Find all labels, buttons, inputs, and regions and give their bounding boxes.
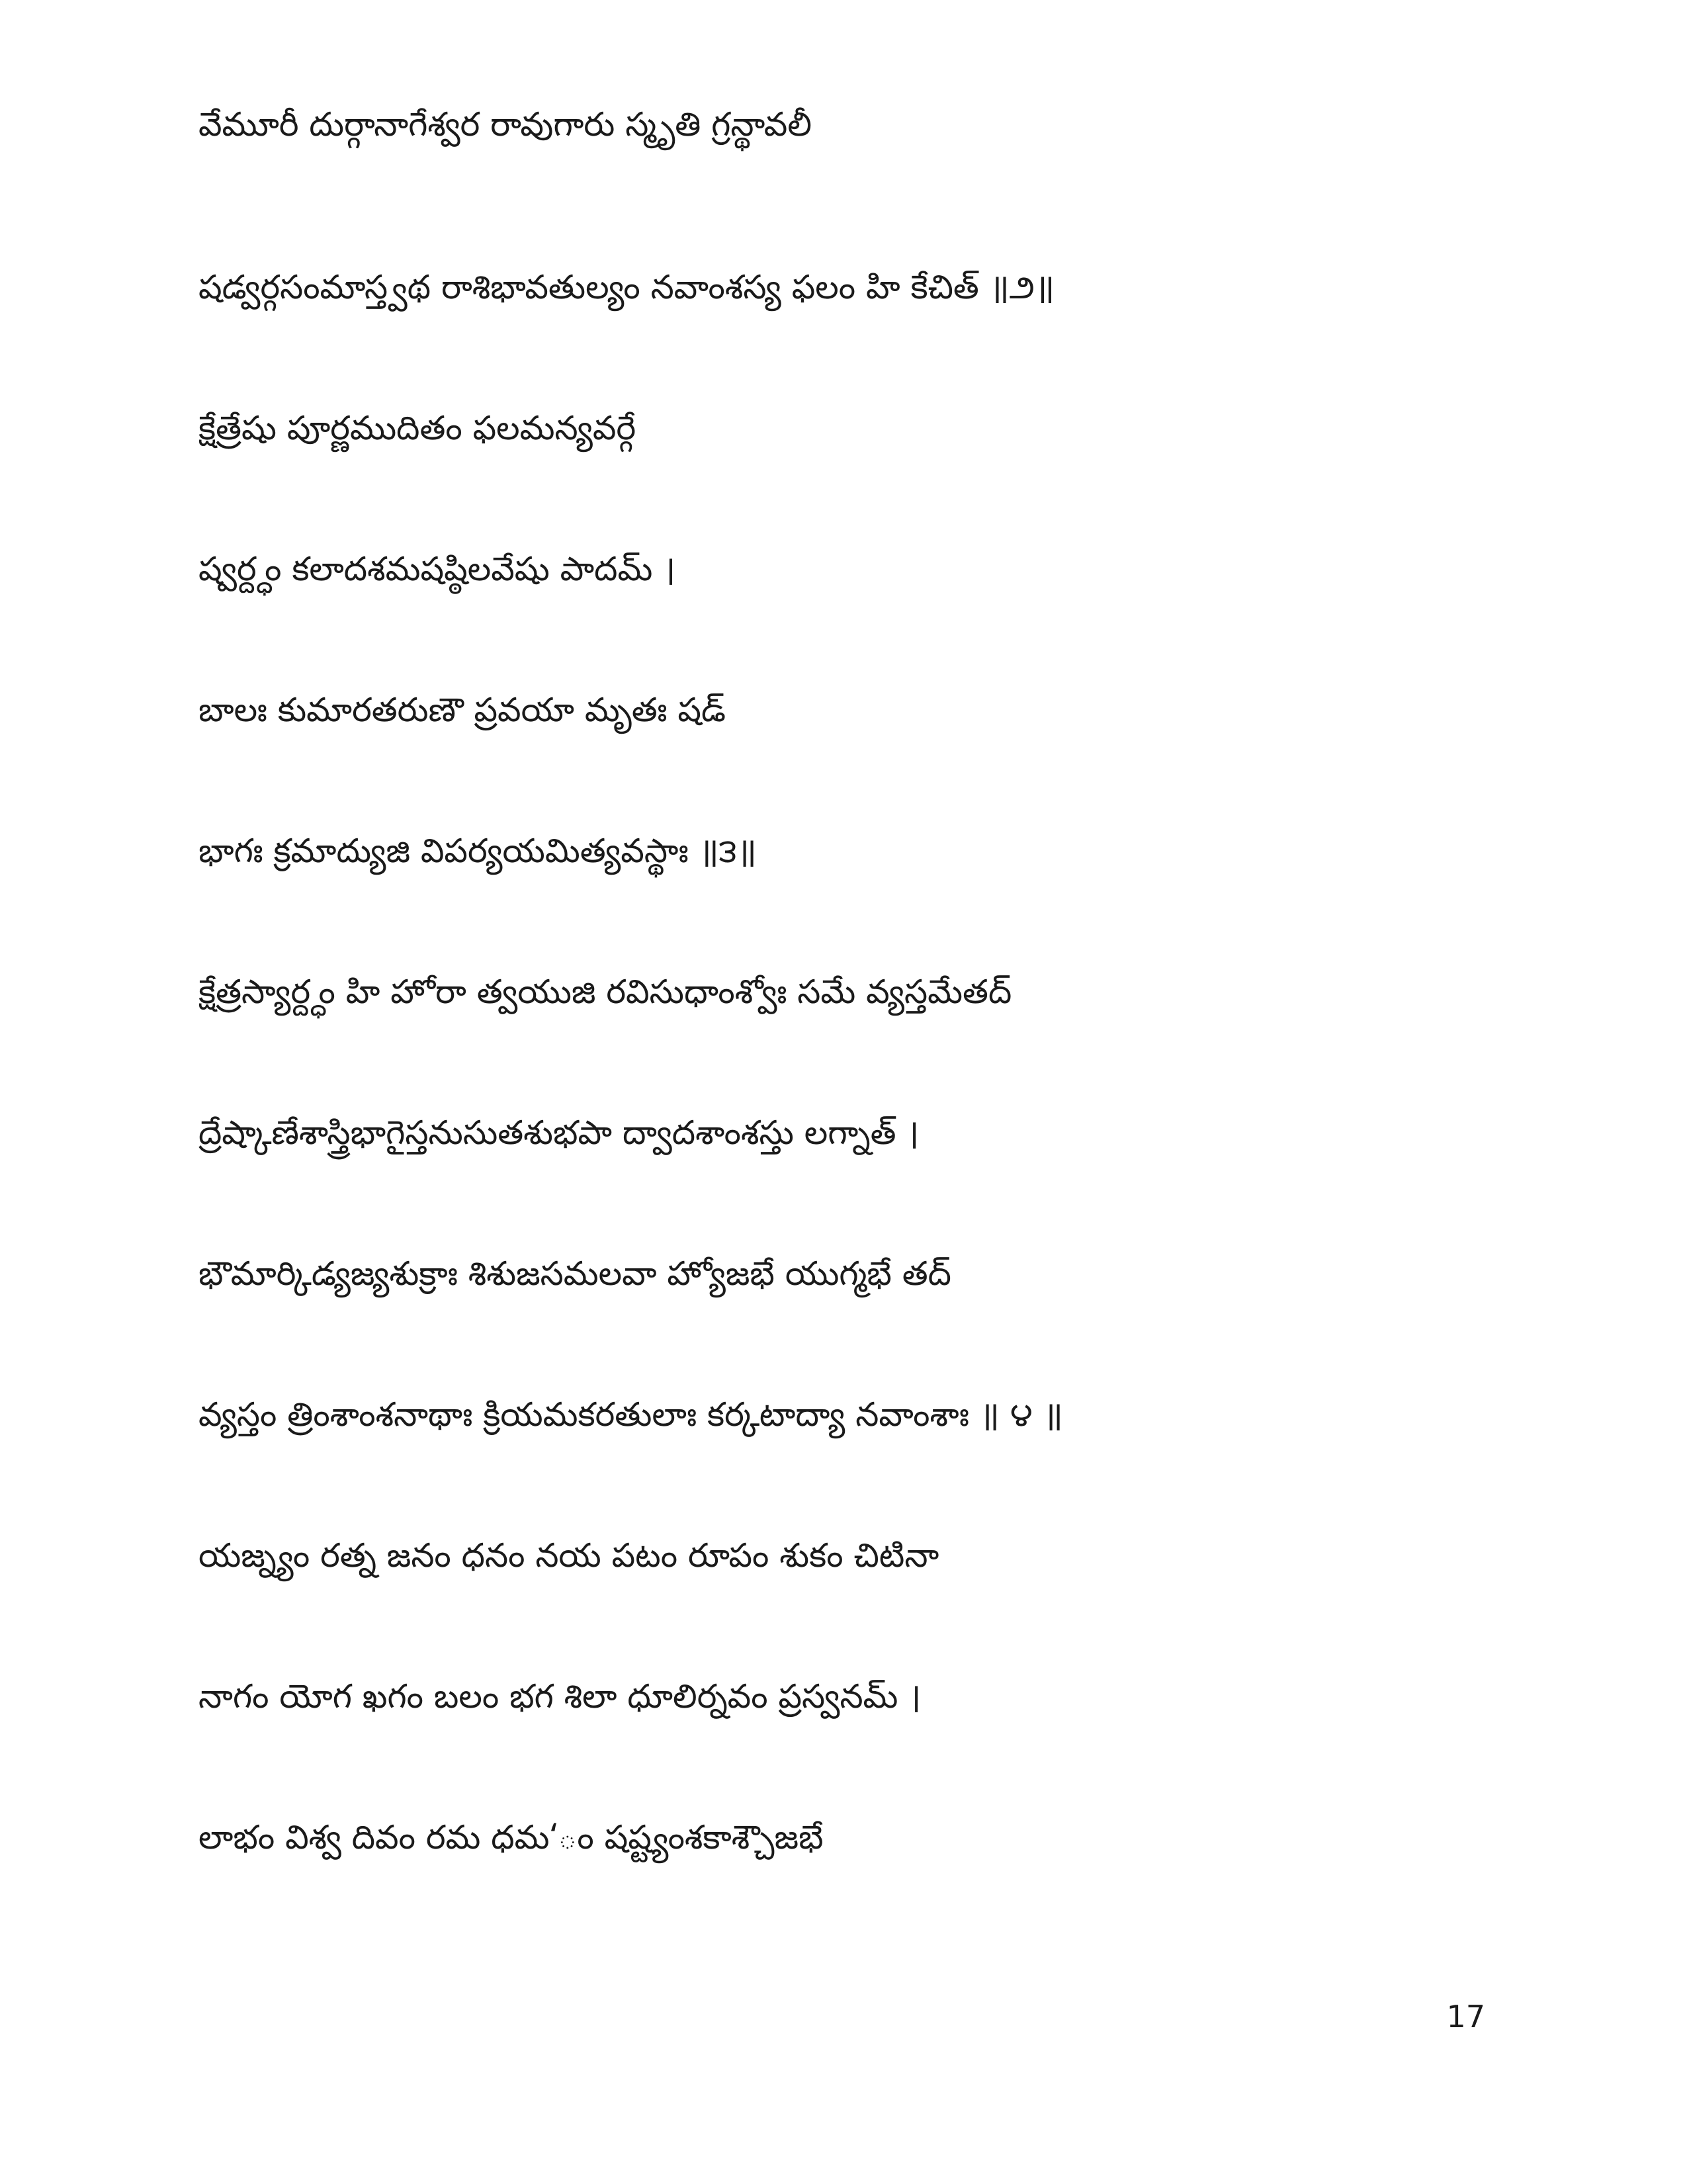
verse-line: భాగః క్రమాద్యుజి విపర్యయమిత్యవస్థాః ॥౩॥ — [198, 832, 757, 870]
verse-line: బాలః కుమారతరుణౌ ప్రవయా మృతః షడ్ — [198, 691, 726, 729]
verse-line: ద్రేష్కాణేశాస్త్రిభాగైస్తనుసుతశుభపా ద్వాదశాంశస్తు లగ్నాత్ । — [198, 1114, 920, 1152]
verse-line: లాభం విశ్వ దివం రమ ధమ‘ం షష్ట్యంశకాశ్చౌజభే — [198, 1818, 824, 1856]
verse-line: క్షేత్రేషు పూర్ణముదితం ఫలమన్యవర్గే — [198, 409, 636, 447]
book-series-header: వేమూరీ దుర్గానాగేశ్వర రావుగారు స్మృతి గ్రన్థావలీ — [198, 105, 812, 144]
verse-line: క్షేత్రస్యార్ద్ధం హి హోరా త్వయుజి రవిసుధాంశ్వోః సమే వ్యస్తమేతద్ — [198, 973, 1012, 1011]
verse-line: వ్యస్తం త్రింశాంశనాథాః క్రియమకరతులాః కర్కటాద్యా నవాంశాః ॥ ౪ ॥ — [198, 1395, 1063, 1434]
verse-line: ష్వర్ద్ధం కలాదశమషష్ఠిలవేషు పాదమ్ । — [198, 550, 676, 588]
page-number: 17 — [1446, 1999, 1485, 2034]
verse-text — [198, 261, 1063, 1952]
verse-line: యజ్న్యం రత్న జనం ధనం నయ పటం రూపం శుకం చిటినా — [198, 1536, 939, 1575]
verse-line: షడ్వర్గసంమాస్త్వథ రాశిభావతుల్యం నవాంశస్య ఫలం హి కేచిత్ ॥౨॥ — [198, 268, 1055, 306]
verse-line: నాగం యోగ ఖగం బలం భగ శిలా ధూలిర్నవం ప్రస్వనమ్ । — [198, 1677, 922, 1716]
verse-line: భౌమార్కిడ్యజ్యశుక్రాః శిశుజసమలవా హ్యోజభే యుగ్మభే తద్ — [198, 1254, 951, 1293]
